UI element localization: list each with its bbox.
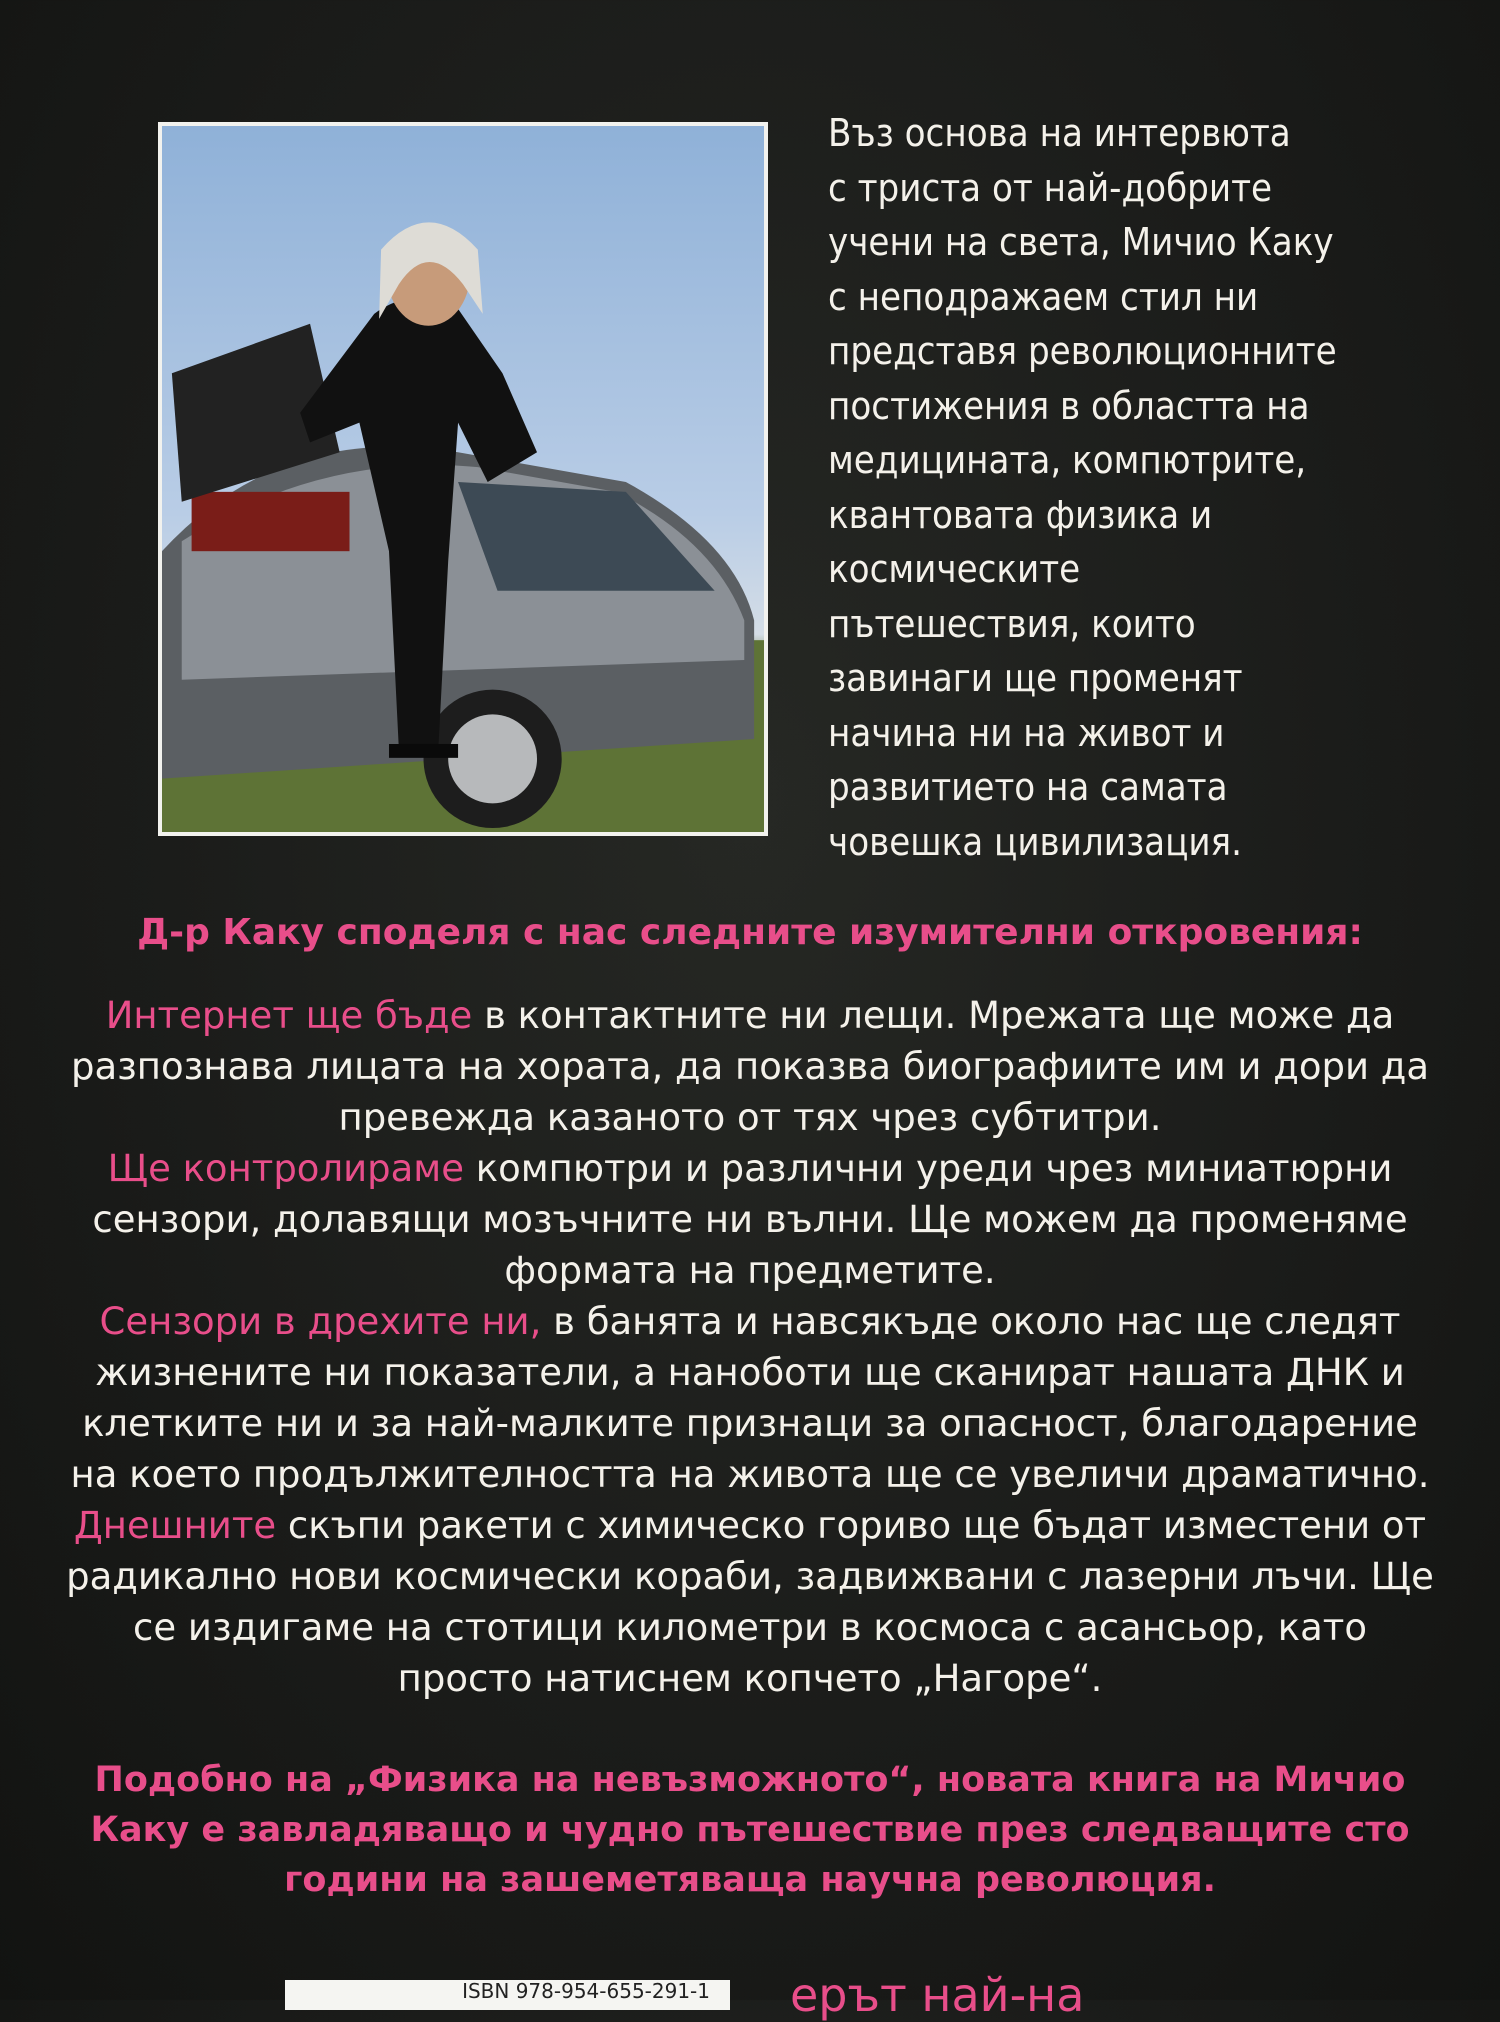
revelation-item: [60, 1143, 1440, 1296]
revelation-text: компютри и различни уреди чрез миниатюрни сензори, долавящи мозъчните ни вълни. Ще можем да променяме формата на предметите.: [92, 1147, 1408, 1292]
revelation-text: в банята и навсякъде около нас ще следят жизнените ни показатели, а наноботи ще сканират нашата ДНК и клетките ни и за най-малките признаци за опасност, благодарение на което продължителността на живота ще се увеличи драматично.: [70, 1300, 1430, 1496]
revelation-item: [60, 1500, 1440, 1704]
revelation-text: в контактните ни лещи. Мрежата ще може да разпознава лицата на хората, да показва биографиите им и дори да превежда казаното от тях чрез субтитри.: [70, 994, 1430, 1139]
revelations-list: [60, 990, 1440, 1704]
author-photo: [158, 122, 768, 836]
revelation-lead: Днешните: [73, 1504, 277, 1547]
revelation-lead: Ще контролираме: [107, 1147, 464, 1190]
revelation-item: [60, 990, 1440, 1143]
bottom-partial-text: ерът най-на: [790, 1968, 1085, 2022]
closing-paragraph: Подобно на „Физика на невъзможното“, новата книга на Мичио Каку е завладяващо и чудно пътешествие през следващите сто години на зашеметяваща научна революция.: [90, 1760, 1410, 1900]
isbn-label: ISBN 978-954-655-291-1: [285, 1980, 730, 2010]
author-photo-illustration: [162, 126, 764, 832]
revelation-lead: Интернет ще бъде: [105, 994, 473, 1037]
revelation-item: [60, 1296, 1440, 1500]
revelation-text: скъпи ракети с химическо гориво ще бъдат изместени от радикално нови космически кораби, задвижвани с лазерни лъчи. Ще се издигаме на стотици километри в космоса с асансьор, като просто натиснем копчето „Нагоре“.: [66, 1504, 1434, 1700]
revelation-lead: Сензори в дрехите ни,: [99, 1300, 542, 1343]
revelations-heading: Д-р Каку споделя с нас следните изумителни откровения:: [137, 912, 1363, 953]
intro-paragraph: Въз основа на интервюта с триста от най-добрите учени на света, Мичио Каку с неподражаем стил ни представя революционните постижения в областта на медицината, компютрите, квантовата физика и космическите пътешествия, които завинаги ще променят начина ни на живот и развитието на самата човешка цивилизация.: [828, 111, 1337, 864]
